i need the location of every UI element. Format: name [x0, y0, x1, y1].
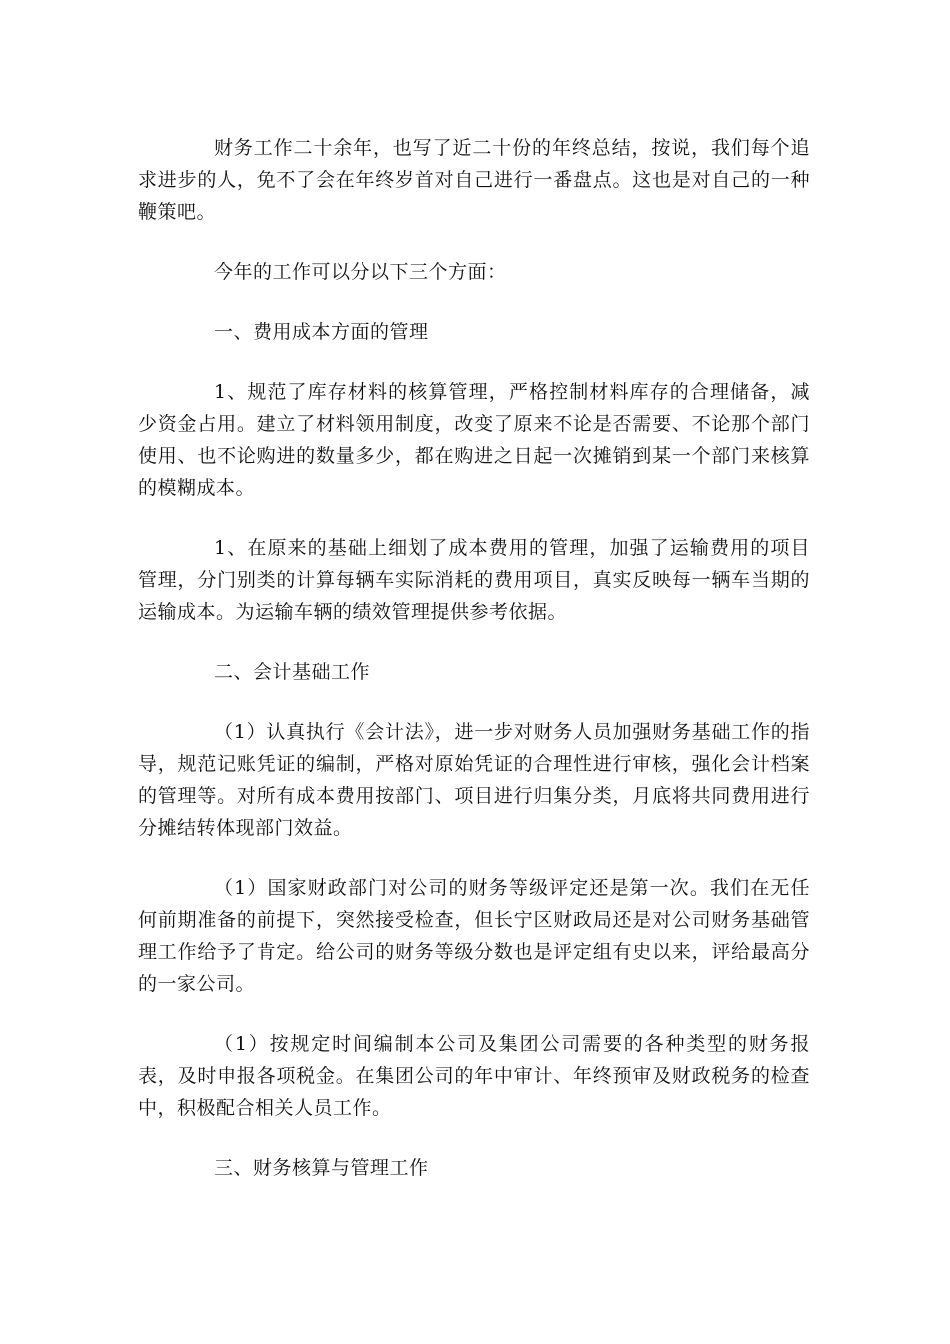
- section-heading-finance: 三、财务核算与管理工作: [214, 1157, 429, 1179]
- paragraph-inventory: 1、规范了库存材料的核算管理，严格控制材料库存的合理储备，减少资金占用。建立了材料领用制度，改变了原来不论是否需要、不论那个部门使用、也不论购进的数量多少，都在购进之日起一次摊销到某一个部门来核算的模糊成本。: [138, 381, 810, 499]
- paragraph-reports: （1）按规定时间编制本公司及集团公司需要的各种类型的财务报表，及时申报各项税金。在集团公司的年中审计、年终预审及财政税务的检查中，积极配合相关人员工作。: [138, 1033, 810, 1119]
- section-heading-cost: 一、费用成本方面的管理: [214, 321, 429, 343]
- paragraph-overview: 今年的工作可以分以下三个方面：: [214, 261, 507, 283]
- paragraph-intro: 财务工作二十余年，也写了近二十份的年终总结，按说，我们每个追求进步的人，免不了会在年终岁首对自己进行一番盘点。这也是对自己的一种鞭策吧。: [138, 137, 810, 223]
- paragraph-accounting-law: （1）认真执行《会计法》，进一步对财务人员加强财务基础工作的指导，规范记账凭证的编制，严格对原始凭证的合理性进行审核，强化会计档案的管理等。对所有成本费用按部门、项目进行归集分类，月底将共同费用进行分摊结转体现部门效益。: [138, 721, 810, 839]
- section-heading-accounting: 二、会计基础工作: [214, 661, 371, 683]
- document-body: [138, 132, 810, 1184]
- paragraph-rating: （1）国家财政部门对公司的财务等级评定还是第一次。我们在无任何前期准备的前提下，突然接受检查，但长宁区财政局还是对公司财务基础管理工作给予了肯定。给公司的财务等级分数也是评定组有史以来，评给最高分的一家公司。: [138, 877, 810, 995]
- paragraph-transport-cost: 1、在原来的基础上细划了成本费用的管理，加强了运输费用的项目管理，分门别类的计算每辆车实际消耗的费用项目，真实反映每一辆车当期的运输成本。为运输车辆的绩效管理提供参考依据。: [138, 537, 810, 623]
